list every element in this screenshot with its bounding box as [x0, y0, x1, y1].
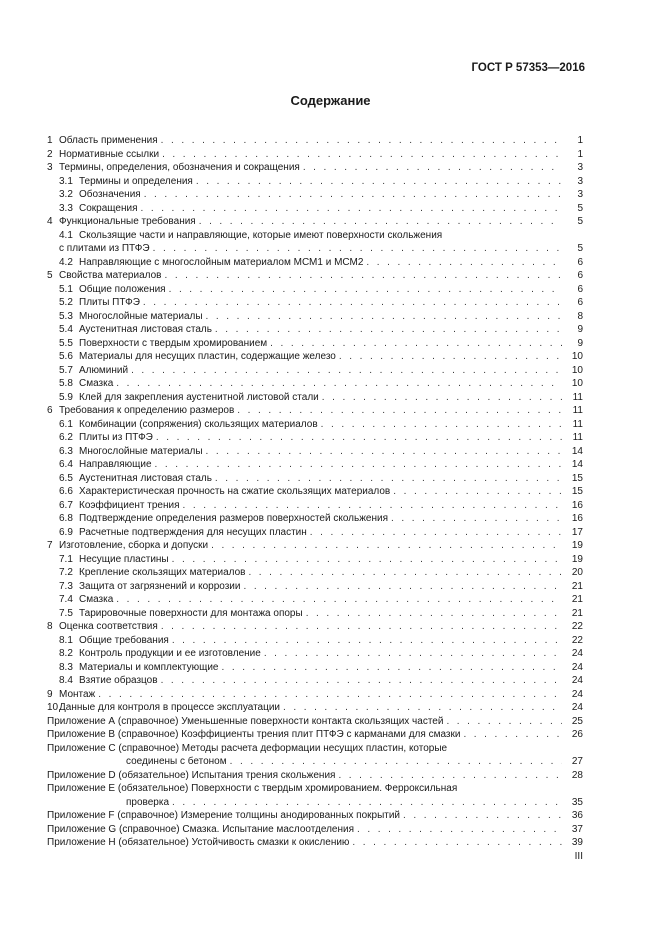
toc-entry-number: 7 [47, 540, 53, 551]
toc-leader-dots [155, 459, 562, 470]
toc-entry-title: Свойства материалов [59, 270, 162, 281]
toc-leader-dots [322, 392, 562, 403]
toc-entry-number: 6.5 [59, 472, 73, 484]
toc-leader-dots [140, 203, 562, 214]
toc-entry-number: 5.4 [59, 324, 73, 335]
toc-entry-title: Смазка [79, 594, 114, 605]
toc-entry-title: Аустенитная листовая сталь [79, 324, 212, 335]
toc-entry[interactable] [47, 689, 583, 703]
toc-leader-dots [169, 284, 562, 295]
toc-entry-title: Изготовление, сборка и допуски [59, 540, 209, 551]
toc-entry-page: 39 [571, 837, 583, 848]
toc-entry-page: 14 [571, 445, 583, 457]
toc-entry[interactable] [47, 648, 583, 662]
toc-leader-dots [339, 351, 562, 362]
toc-leader-dots [153, 243, 562, 254]
toc-entry-number: 7.4 [59, 594, 73, 605]
toc-entry[interactable] [47, 608, 583, 622]
toc-entry[interactable] [47, 716, 583, 730]
toc-entry-title: Сокращения [79, 202, 138, 214]
toc-entry-title: Плиты ПТФЭ [79, 297, 140, 308]
toc-entry-page: 1 [577, 135, 583, 146]
toc-leader-dots [270, 338, 562, 349]
toc-entry-page: 6 [577, 256, 583, 268]
toc-entry-title: Приложение Е (обязательное) Поверхности с твердым хромированием. Ферроксильная [47, 783, 458, 794]
toc-leader-dots [161, 621, 562, 632]
toc-entry[interactable] [47, 189, 583, 203]
toc-entry[interactable] [47, 365, 583, 379]
toc-leader-dots [264, 648, 562, 659]
toc-entry[interactable] [47, 473, 583, 487]
toc-entry-number: 4.2 [59, 256, 73, 268]
toc-leader-dots [306, 608, 562, 619]
toc-entry[interactable] [47, 824, 583, 838]
toc-leader-dots [116, 378, 562, 389]
toc-entry[interactable] [47, 554, 583, 568]
toc-entry-number: 6.8 [59, 513, 73, 524]
toc-entry-number: 9 [47, 688, 53, 700]
toc-entry-page: 24 [571, 702, 583, 713]
toc-leader-dots [206, 311, 562, 322]
toc-entry[interactable] [47, 243, 583, 257]
toc-leader-dots [393, 486, 562, 497]
toc-entry-title: Приложение F (справочное) Измерение толщины анодированных покрытий [47, 810, 401, 821]
toc-entry[interactable] [47, 432, 583, 446]
toc-entry-number: 10 [47, 702, 59, 713]
toc-entry[interactable] [47, 230, 583, 244]
toc-leader-dots [206, 446, 562, 457]
table-of-contents [47, 135, 583, 851]
toc-leader-dots [131, 365, 562, 376]
toc-entry-title: Характеристическая прочность на сжатие скользящих материалов [79, 486, 391, 497]
toc-entry-title: Коэффициент трения [79, 499, 180, 511]
toc-entry-title: Область применения [59, 135, 158, 146]
toc-entry-page: 10 [571, 351, 583, 362]
toc-leader-dots [237, 405, 562, 416]
toc-leader-dots [161, 135, 562, 146]
toc-entry-number: 6.7 [59, 499, 73, 511]
toc-leader-dots [463, 729, 562, 740]
toc-entry-title: Материалы и комплектующие [79, 661, 219, 673]
toc-leader-dots [199, 216, 562, 227]
toc-entry[interactable] [47, 405, 583, 419]
toc-entry[interactable] [47, 135, 583, 149]
toc-entry-page: 27 [571, 756, 583, 767]
toc-entry-page: 21 [571, 580, 583, 592]
toc-entry-title: Оценка соответствия [59, 621, 158, 632]
toc-entry-title: Функциональные требования [59, 216, 196, 227]
toc-entry[interactable] [47, 662, 583, 676]
toc-leader-dots [183, 500, 562, 511]
toc-entry[interactable] [47, 797, 583, 811]
toc-leader-dots [391, 513, 562, 524]
toc-entry-page: 20 [571, 567, 583, 578]
toc-entry-page: 9 [577, 324, 583, 335]
toc-entry-title: Обозначения [79, 189, 141, 200]
toc-entry-page: 24 [571, 661, 583, 673]
toc-entry-page: 6 [577, 270, 583, 281]
page-title: Содержание [290, 93, 371, 108]
toc-entry-page: 22 [571, 634, 583, 646]
toc-entry-title: Направляющие [79, 459, 152, 470]
toc-entry-page: 19 [571, 540, 583, 551]
toc-entry-page: 24 [571, 688, 583, 700]
toc-entry-title: Нормативные ссылки [59, 148, 160, 160]
toc-entry-title: Алюминий [79, 364, 129, 376]
toc-entry-title: Общие требования [79, 634, 169, 646]
toc-entry[interactable] [47, 324, 583, 338]
toc-entry-number: 3.3 [59, 202, 73, 214]
toc-entry-page: 6 [577, 297, 583, 308]
toc-entry-number: 5.1 [59, 283, 73, 295]
toc-entry[interactable] [47, 743, 583, 757]
toc-entry[interactable] [47, 162, 583, 176]
toc-entry-title: Требования к определению размеров [59, 405, 235, 416]
toc-entry-page: 11 [572, 418, 583, 430]
toc-entry-title: Многослойные материалы [79, 445, 203, 457]
toc-entry-page: 10 [571, 364, 583, 376]
toc-leader-dots [161, 675, 562, 686]
toc-entry-title: Данные для контроля в процессе эксплуатации [59, 702, 280, 713]
toc-entry-title: Приложение В (справочное) Коэффициенты трения плит ПТФЭ с карманами для смазки [47, 729, 461, 740]
toc-entry[interactable] [47, 311, 583, 325]
toc-entry-number: 6.6 [59, 486, 73, 497]
toc-entry-number: 5.9 [59, 391, 73, 403]
toc-entry-number: 5.7 [59, 364, 73, 376]
toc-entry-title: Приложение А (справочное) Уменьшенные поверхности контакта скользящих частей [47, 715, 444, 727]
toc-entry-page: 3 [577, 189, 583, 200]
toc-entry-title: Плиты из ПТФЭ [79, 432, 153, 443]
toc-entry-number: 2 [47, 148, 53, 160]
toc-entry-page: 11 [572, 391, 583, 403]
toc-leader-dots [172, 797, 562, 808]
toc-entry-title: Поверхности с твердым хромированием [79, 337, 268, 349]
toc-leader-dots [243, 581, 562, 592]
toc-leader-dots [321, 419, 562, 430]
toc-entry-number: 4 [47, 216, 53, 227]
toc-leader-dots [230, 756, 562, 767]
toc-entry[interactable] [47, 594, 583, 608]
toc-entry[interactable] [47, 513, 583, 527]
toc-entry-number: 1 [47, 135, 53, 146]
toc-entry[interactable] [47, 486, 583, 500]
toc-entry-page: 36 [571, 810, 583, 821]
toc-entry-title: проверка [126, 796, 170, 808]
toc-entry-title: Термины, определения, обозначения и сокращения [59, 162, 300, 173]
toc-leader-dots [116, 594, 562, 605]
toc-leader-dots [162, 149, 562, 160]
toc-entry-title: Крепление скользящих материалов [79, 567, 246, 578]
toc-entry-title: Расчетные подтверждения для несущих пластин [79, 526, 307, 538]
toc-entry[interactable] [47, 351, 583, 365]
toc-entry-number: 7.2 [59, 567, 73, 578]
toc-entry[interactable] [47, 675, 583, 689]
toc-entry[interactable] [47, 810, 583, 824]
toc-entry-title: Монтаж [59, 688, 96, 700]
toc-entry[interactable] [47, 500, 583, 514]
toc-entry-number: 6.1 [59, 418, 73, 430]
toc-entry[interactable] [47, 203, 583, 217]
toc-leader-dots [215, 473, 562, 484]
toc-leader-dots [338, 770, 562, 781]
toc-entry-page: 15 [571, 472, 583, 484]
toc-entry-page: 16 [571, 513, 583, 524]
toc-entry-page: 9 [577, 337, 583, 349]
toc-entry-number: 6 [47, 405, 53, 416]
toc-entry-number: 6.9 [59, 526, 73, 538]
toc-entry[interactable] [47, 729, 583, 743]
toc-entry-title: Смазка [79, 378, 114, 389]
toc-entry-page: 28 [571, 769, 583, 781]
toc-entry-page: 6 [577, 283, 583, 295]
toc-entry-number: 5 [47, 270, 53, 281]
toc-entry-title: Общие положения [79, 283, 166, 295]
toc-entry[interactable] [47, 446, 583, 460]
toc-entry-page: 16 [571, 499, 583, 511]
toc-entry[interactable] [47, 338, 583, 352]
toc-entry-page: 35 [571, 796, 583, 808]
toc-entry-number: 5.8 [59, 378, 73, 389]
toc-leader-dots [221, 662, 562, 673]
toc-entry-title: Подтверждение определения размеров поверхностей скольжения [79, 513, 389, 524]
toc-entry[interactable] [47, 297, 583, 311]
toc-entry-title: Приложение D (обязательное) Испытания трения скольжения [47, 769, 336, 781]
toc-entry-page: 11 [572, 432, 583, 443]
toc-entry-title: с плитами из ПТФЭ [59, 243, 150, 254]
toc-entry-number: 5.5 [59, 337, 73, 349]
toc-entry-page: 21 [571, 607, 583, 619]
toc-leader-dots [446, 716, 562, 727]
toc-entry[interactable] [47, 621, 583, 635]
toc-leader-dots [357, 824, 562, 835]
toc-entry-number: 7.3 [59, 580, 73, 592]
toc-entry-number: 5.2 [59, 297, 73, 308]
toc-leader-dots [403, 810, 562, 821]
toc-entry-page: 5 [577, 243, 583, 254]
toc-leader-dots [248, 567, 562, 578]
toc-entry[interactable] [47, 837, 583, 851]
standard-number: ГОСТ Р 57353—2016 [471, 62, 585, 74]
toc-entry-number: 7.1 [59, 553, 73, 565]
toc-entry-title: Аустенитная листовая сталь [79, 472, 212, 484]
toc-leader-dots [352, 837, 562, 848]
toc-entry-title: Приложение H (обязательное) Устойчивость смазки к окислению [47, 837, 350, 848]
toc-entry-page: 3 [577, 162, 583, 173]
toc-entry-page: 17 [571, 526, 583, 538]
toc-entry-number: 3 [47, 162, 53, 173]
toc-entry-title: Тарировочные поверхности для монтажа опоры [79, 607, 303, 619]
toc-entry-number: 7.5 [59, 607, 73, 619]
toc-entry-number: 8.2 [59, 648, 73, 659]
toc-entry[interactable] [47, 783, 583, 797]
toc-entry[interactable] [47, 392, 583, 406]
toc-entry[interactable] [47, 635, 583, 649]
toc-entry[interactable] [47, 540, 583, 554]
toc-entry-page: 3 [577, 175, 583, 187]
toc-entry-number: 8 [47, 621, 53, 632]
toc-leader-dots [211, 540, 562, 551]
toc-entry-page: 1 [577, 148, 583, 160]
toc-entry-title: Материалы для несущих пластин, содержащие железо [79, 351, 336, 362]
toc-entry-number: 8.4 [59, 675, 73, 686]
toc-entry[interactable] [47, 378, 583, 392]
page-number: III [574, 851, 583, 862]
toc-entry-number: 5.6 [59, 351, 73, 362]
toc-entry-page: 5 [577, 216, 583, 227]
toc-entry-number: 8.3 [59, 661, 73, 673]
toc-entry-page: 15 [571, 486, 583, 497]
toc-entry-title: Приложение С (справочное) Методы расчета деформации несущих пластин, которые [47, 742, 448, 754]
toc-entry-page: 22 [571, 621, 583, 632]
toc-entry-number: 5.3 [59, 310, 73, 322]
toc-leader-dots [196, 176, 562, 187]
toc-entry-number: 3.1 [59, 175, 73, 187]
toc-leader-dots [164, 270, 562, 281]
toc-entry-number: 4.1 [59, 229, 73, 241]
toc-entry-title: Многослойные материалы [79, 310, 203, 322]
toc-entry-page: 14 [571, 459, 583, 470]
toc-leader-dots [98, 689, 562, 700]
toc-entry-title: Защита от загрязнений и коррозии [79, 580, 241, 592]
toc-entry-page: 25 [571, 715, 583, 727]
toc-entry[interactable] [47, 176, 583, 190]
toc-entry[interactable] [47, 419, 583, 433]
toc-entry-number: 6.4 [59, 459, 73, 470]
toc-entry-page: 19 [571, 553, 583, 565]
toc-entry-page: 24 [571, 675, 583, 686]
toc-leader-dots [310, 527, 562, 538]
toc-leader-dots [366, 257, 562, 268]
toc-entry[interactable] [47, 459, 583, 473]
toc-entry[interactable] [47, 527, 583, 541]
toc-entry-title: Комбинации (сопряжения) скользящих материалов [79, 418, 318, 430]
toc-entry[interactable] [47, 216, 583, 230]
toc-leader-dots [172, 554, 562, 565]
toc-entry-page: 37 [571, 823, 583, 835]
toc-entry-title: Клей для закрепления аустенитной листовой стали [79, 391, 319, 403]
toc-leader-dots [303, 162, 562, 173]
toc-leader-dots [143, 297, 562, 308]
toc-entry[interactable] [47, 770, 583, 784]
toc-entry[interactable] [47, 581, 583, 595]
toc-entry[interactable] [47, 149, 583, 163]
toc-entry-title: Скользящие части и направляющие, которые имеют поверхности скольжения [79, 229, 443, 241]
toc-entry-title: Несущие пластины [79, 553, 169, 565]
toc-entry-title: Направляющие с многослойным материалом МСМ1 и МСМ2 [79, 256, 364, 268]
toc-entry-page: 26 [571, 729, 583, 740]
toc-entry-title: Контроль продукции и ее изготовление [79, 648, 261, 659]
toc-entry[interactable] [47, 567, 583, 581]
toc-entry-page: 5 [577, 202, 583, 214]
toc-entry-number: 3.2 [59, 189, 73, 200]
toc-entry-page: 10 [571, 378, 583, 389]
toc-entry-title: Приложение G (справочное) Смазка. Испытание маслоотделения [47, 823, 354, 835]
toc-entry-page: 21 [571, 594, 583, 605]
toc-entry-page: 8 [577, 310, 583, 322]
toc-leader-dots [283, 702, 562, 713]
toc-entry-number: 6.3 [59, 445, 73, 457]
toc-entry-title: Термины и определения [79, 175, 193, 187]
toc-entry[interactable] [47, 257, 583, 271]
toc-entry-page: 11 [572, 405, 583, 416]
toc-entry[interactable] [47, 756, 583, 770]
toc-entry-title: Взятие образцов [79, 675, 158, 686]
toc-entry-title: соединены с бетоном [126, 756, 227, 767]
toc-leader-dots [172, 635, 562, 646]
toc-leader-dots [215, 324, 562, 335]
toc-entry[interactable] [47, 284, 583, 298]
toc-entry-number: 8.1 [59, 634, 73, 646]
toc-entry-number: 6.2 [59, 432, 73, 443]
toc-leader-dots [156, 432, 562, 443]
toc-entry-page: 24 [571, 648, 583, 659]
toc-entry[interactable] [47, 702, 583, 716]
toc-leader-dots [144, 189, 562, 200]
toc-entry[interactable] [47, 270, 583, 284]
